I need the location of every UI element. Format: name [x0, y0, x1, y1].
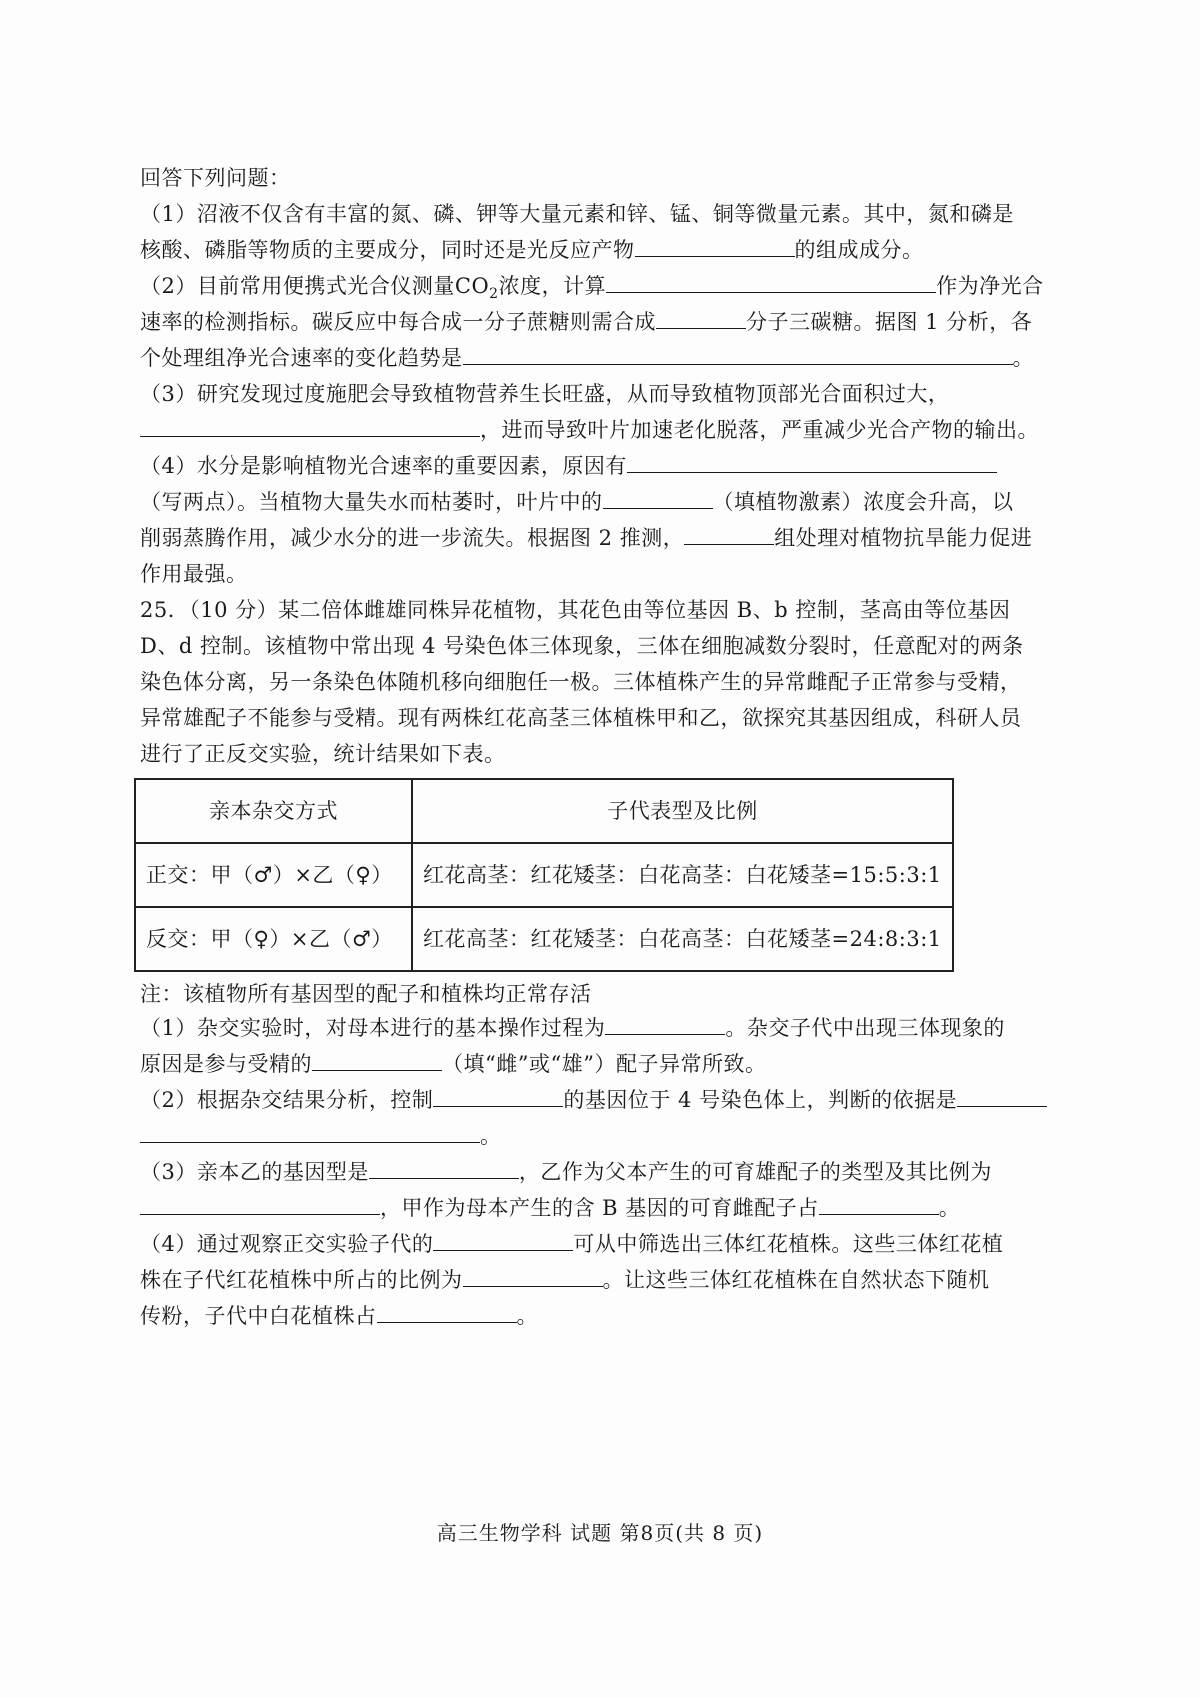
- q25-p2-line1: [140, 1082, 1070, 1118]
- intro-text: 回答下列问题：: [140, 166, 291, 190]
- q25-stem-line4: 异常雄配子不能参与受精。现有两株红花高茎三体植株甲和乙，欲探究其基因组成，科研人员: [140, 706, 1022, 730]
- text-fragment: ，乙作为父本产生的可育雄配子的类型及其比例为: [518, 1160, 992, 1184]
- answer-blank[interactable]: [463, 342, 1013, 365]
- text-fragment: （2）根据杂交结果分析，控制: [140, 1088, 434, 1112]
- text-fragment: 个处理组净光合速率的变化趋势是: [140, 346, 463, 370]
- q25-stem-line3: 染色体分离，另一条染色体随机移向细胞任一极。三体植株产生的异常雌配子正常参与受精，: [140, 670, 1022, 694]
- text-fragment: 速率的检测指标。碳反应中每合成一分子蔗糖则需合成: [140, 310, 656, 334]
- q24-p1-line1: （1）沼液不仅含有丰富的氮、磷、钾等大量元素和锌、锰、铜等微量元素。其中，氮和磷是: [140, 202, 1014, 226]
- co2-text: CO: [454, 274, 490, 298]
- text-fragment: （填“雌”或“雄”）配子异常所致。: [442, 1052, 767, 1076]
- table-cell: 正交：甲（♂）×乙（♀）: [135, 843, 412, 907]
- text-fragment: 核酸、磷脂等物质的主要成分，同时还是光反应产物: [140, 238, 635, 262]
- text-fragment: 。: [938, 1196, 961, 1220]
- text-fragment: 可从中筛选出三体红花植株。这些三体红花植: [573, 1232, 1004, 1256]
- answer-blank[interactable]: [369, 1156, 519, 1179]
- table-row: [135, 907, 953, 971]
- q25-stem-line2: D、d 控制。该植物中常出现 4 号染色体三体现象，三体在细胞减数分裂时，任意配对的两条: [140, 634, 1024, 658]
- answer-blank[interactable]: [312, 1048, 442, 1071]
- answer-blank[interactable]: [605, 1012, 725, 1035]
- q25-p1-line1: [140, 1010, 1070, 1046]
- answer-blank[interactable]: [957, 1084, 1047, 1107]
- text-fragment: 的基因位于 4 号染色体上，判断的依据是: [563, 1088, 958, 1112]
- table-note: 注：该植物所有基因型的配子和植株均正常存活: [140, 982, 592, 1006]
- answer-blank[interactable]: [140, 1192, 380, 1215]
- answer-blank[interactable]: [635, 234, 795, 257]
- text-fragment: （4）水分是影响植物光合速率的重要因素，原因有: [140, 454, 627, 478]
- q24-p2-line1: [140, 268, 1070, 304]
- text-fragment: 。: [1012, 346, 1034, 370]
- text-fragment: （4）通过观察正交实验子代的: [140, 1232, 434, 1256]
- q25-p3-line2: [140, 1190, 1070, 1226]
- table-cell: 红花高茎：红花矮茎：白花高茎：白花矮茎=15:5:3:1: [412, 843, 953, 907]
- text-fragment: 作为净光合: [936, 274, 1044, 298]
- answer-blank[interactable]: [606, 270, 936, 293]
- page-content: [140, 160, 1070, 1334]
- q24-p4-line2: [140, 484, 1070, 520]
- answer-blank[interactable]: [603, 486, 713, 509]
- answer-blank[interactable]: [140, 1120, 480, 1143]
- table-header-row: [135, 779, 953, 843]
- q24-p2-line2: [140, 304, 1070, 340]
- table-header: 亲本杂交方式: [135, 779, 412, 843]
- text-fragment: 。: [516, 1304, 538, 1328]
- text-fragment: ，甲作为母本产生的含 B 基因的可育雌配子占: [380, 1196, 819, 1220]
- q24-p1-line2: [140, 232, 1070, 268]
- co2-subscript: 2: [489, 286, 499, 303]
- q24-p2-line3: [140, 340, 1070, 376]
- text-fragment: （1）杂交实验时，对母本进行的基本操作过程为: [140, 1016, 606, 1040]
- text-fragment: ，进而导致叶片加速老化脱落，严重减少光合产物的输出。: [480, 418, 1039, 442]
- q25-p2-line2: [140, 1118, 1070, 1154]
- text-fragment: （2）目前常用便携式光合仪测量: [140, 274, 455, 298]
- page-footer: 高三生物学科 试题 第8页(共 8 页): [436, 1521, 764, 1545]
- text-fragment: 。: [480, 1124, 502, 1148]
- q25-stem-line5: 进行了正反交实验，统计结果如下表。: [140, 742, 506, 766]
- text-fragment: 浓度，计算: [498, 274, 607, 298]
- q25-stem-line1: 25．（10 分）某二倍体雌雄同株异花植物，其花色由等位基因 B、b 控制，茎高由等位基因: [140, 598, 1011, 622]
- answer-blank[interactable]: [627, 450, 997, 473]
- q24-p4-line4: 作用最强。: [140, 562, 248, 586]
- q25-p4-line1: [140, 1226, 1070, 1262]
- table-row: [135, 843, 953, 907]
- text-fragment: 组处理对植物抗旱能力促进: [774, 526, 1033, 550]
- answer-blank[interactable]: [377, 1300, 517, 1323]
- q24-p3-line1: （3）研究发现过度施肥会导致植物营养生长旺盛，从而导致植物顶部光合面积过大，: [140, 382, 950, 406]
- q24-p4-line3: [140, 520, 1070, 556]
- answer-blank[interactable]: [684, 522, 774, 545]
- q25-p4-line3: [140, 1298, 1070, 1334]
- text-fragment: 削弱蒸腾作用，减少水分的进一步流失。根据图 2 推测，: [140, 526, 685, 550]
- cross-results-table: [134, 778, 954, 972]
- table-header: 子代表型及比例: [412, 779, 953, 843]
- text-fragment: 株在子代红花植株中所占的比例为: [140, 1268, 463, 1292]
- table-cell: 反交：甲（♀）×乙（♂）: [135, 907, 412, 971]
- q25-p1-line2: [140, 1046, 1070, 1082]
- text-fragment: （填植物激素）浓度会升高，以: [712, 490, 1014, 514]
- text-fragment: 原因是参与受精的: [140, 1052, 312, 1076]
- text-fragment: 。让这些三体红花植株在自然状态下随机: [602, 1268, 990, 1292]
- answer-blank[interactable]: [140, 414, 480, 437]
- answer-blank[interactable]: [433, 1228, 573, 1251]
- text-fragment: 的组成成分。: [794, 238, 924, 262]
- text-fragment: 。杂交子代中出现三体现象的: [725, 1016, 1005, 1040]
- text-fragment: （写两点）。当植物大量失水而枯萎时，叶片中的: [140, 490, 603, 514]
- q24-p4-line1: [140, 448, 1070, 484]
- answer-blank[interactable]: [656, 306, 746, 329]
- text-fragment: 传粉，子代中白花植株占: [140, 1304, 377, 1328]
- q25-p4-line2: [140, 1262, 1070, 1298]
- answer-blank[interactable]: [819, 1192, 939, 1215]
- table-cell: 红花高茎：红花矮茎：白花高茎：白花矮茎=24:8:3:1: [412, 907, 953, 971]
- q24-p3-line2: [140, 412, 1070, 448]
- text-fragment: 分子三碳糖。据图 1 分析，各: [746, 310, 1033, 334]
- answer-blank[interactable]: [433, 1084, 563, 1107]
- answer-blank[interactable]: [463, 1264, 603, 1287]
- q25-p3-line1: [140, 1154, 1070, 1190]
- text-fragment: （3）亲本乙的基因型是: [140, 1160, 369, 1184]
